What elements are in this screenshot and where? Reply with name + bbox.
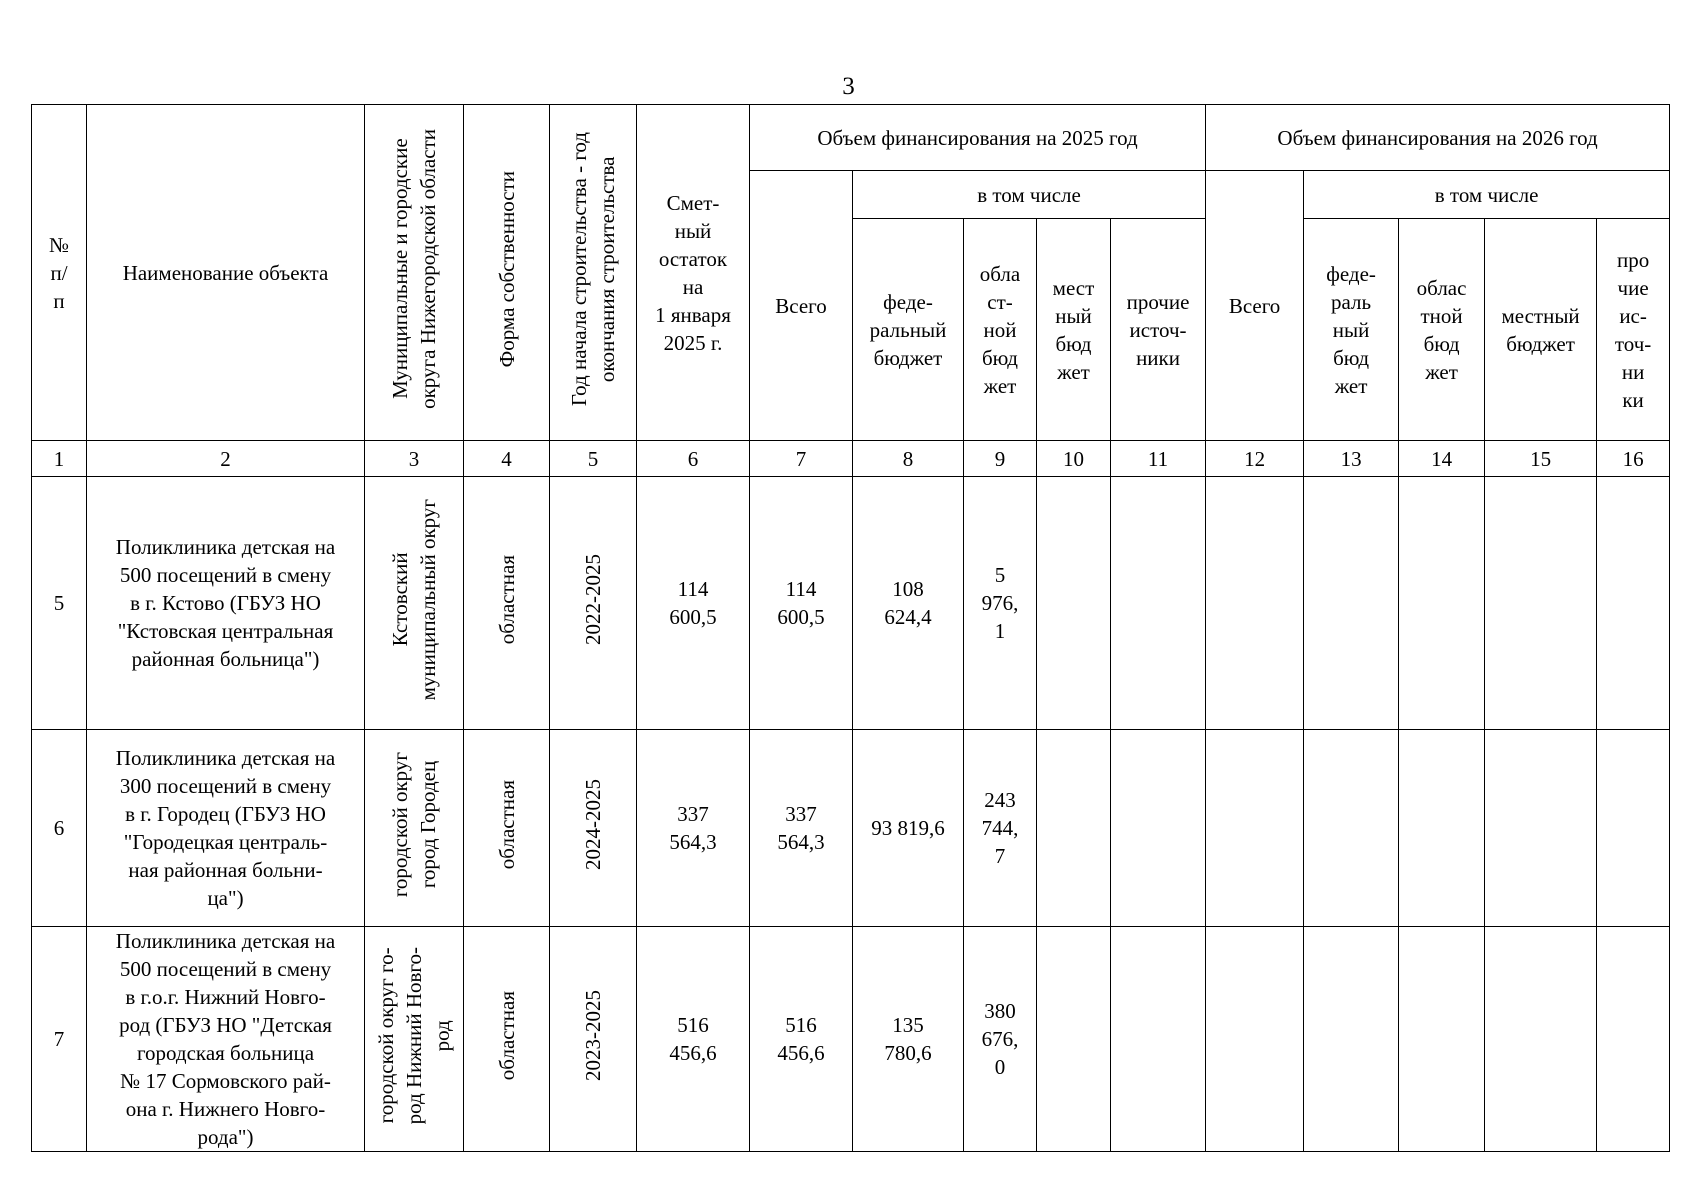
header-regional-2025: обла ст- ной бюд жет [964, 219, 1037, 441]
header-municipality-text: Муниципальные и городские округа Нижегородской области [388, 129, 440, 409]
row-object-name: Поликлиника детская на 500 посещений в смену в г. Кстово (ГБУЗ НО "Кстовская центральная районная больница") [87, 477, 365, 730]
row-other-2025 [1111, 927, 1206, 1152]
header-balance: Смет- ный остаток на 1 января 2025 г. [637, 105, 750, 441]
row-years-text: 2024-2025 [581, 779, 605, 870]
header-other-2026: про чие ис- точ- ни ки [1597, 219, 1670, 441]
column-number: 4 [464, 441, 550, 477]
row-municipality-text: городской округ го- род Нижний Новго- род [374, 946, 454, 1125]
row-municipality [365, 730, 464, 927]
row-local-2025 [1037, 477, 1111, 730]
column-number: 5 [550, 441, 637, 477]
financing-table [31, 104, 1670, 1152]
header-including-2026: в том числе [1304, 171, 1670, 219]
table-row [32, 730, 1670, 927]
header-federal-2026: феде- раль ный бюд жет [1304, 219, 1399, 441]
row-federal-2026 [1304, 477, 1399, 730]
header-ownership [464, 105, 550, 441]
header-num: № п/ п [32, 105, 87, 441]
row-municipality [365, 927, 464, 1152]
row-local-2026 [1485, 927, 1597, 1152]
row-other-2026 [1597, 730, 1670, 927]
header-other-2025: прочие источ- ники [1111, 219, 1206, 441]
page-number: 3 [842, 73, 855, 100]
header-object-name: Наименование объекта [87, 105, 365, 441]
header-regional-2026: облас тной бюд жет [1399, 219, 1485, 441]
column-number: 6 [637, 441, 750, 477]
header-group-2025: Объем финансирования на 2025 год [750, 105, 1206, 171]
row-other-2025 [1111, 477, 1206, 730]
column-number-row [32, 441, 1670, 477]
row-federal-2025: 135 780,6 [853, 927, 964, 1152]
header-municipality [365, 105, 464, 441]
row-years-text: 2022-2025 [581, 554, 605, 645]
row-num: 5 [32, 477, 87, 730]
header-local-2025: мест ный бюд жет [1037, 219, 1111, 441]
column-number: 13 [1304, 441, 1399, 477]
row-ownership-text: областная [494, 779, 519, 870]
row-ownership [464, 927, 550, 1152]
row-total-2026 [1206, 730, 1304, 927]
row-local-2026 [1485, 477, 1597, 730]
column-number: 1 [32, 441, 87, 477]
row-ownership [464, 730, 550, 927]
column-number: 8 [853, 441, 964, 477]
row-years-text: 2023-2025 [581, 990, 605, 1081]
row-num: 7 [32, 927, 87, 1152]
column-number: 2 [87, 441, 365, 477]
row-regional-2025: 380 676, 0 [964, 927, 1037, 1152]
row-ownership [464, 477, 550, 730]
row-federal-2026 [1304, 927, 1399, 1152]
row-years [550, 927, 637, 1152]
header-total-2025: Всего [750, 171, 853, 441]
row-federal-2026 [1304, 730, 1399, 927]
row-balance: 114 600,5 [637, 477, 750, 730]
row-years [550, 477, 637, 730]
row-local-2026 [1485, 730, 1597, 927]
column-number: 9 [964, 441, 1037, 477]
row-municipality-text: городской округ город Городец [388, 751, 440, 898]
column-number: 7 [750, 441, 853, 477]
row-total-2025: 337 564,3 [750, 730, 853, 927]
row-regional-2026 [1399, 927, 1485, 1152]
header-years [550, 105, 637, 441]
row-municipality [365, 477, 464, 730]
row-local-2025 [1037, 730, 1111, 927]
row-object-name: Поликлиника детская на 500 посещений в смену в г.о.г. Нижний Новго- род (ГБУЗ НО "Детская городская больница № 17 Сормовского рай- она г. Нижнего Новго- рода") [87, 927, 365, 1152]
column-number: 11 [1111, 441, 1206, 477]
row-total-2026 [1206, 477, 1304, 730]
row-ownership-text: областная [494, 554, 519, 645]
table-row [32, 927, 1670, 1152]
row-regional-2026 [1399, 477, 1485, 730]
row-local-2025 [1037, 927, 1111, 1152]
row-num: 6 [32, 730, 87, 927]
column-number: 15 [1485, 441, 1597, 477]
header-local-2026: местный бюджет [1485, 219, 1597, 441]
row-years [550, 730, 637, 927]
row-federal-2025: 108 624,4 [853, 477, 964, 730]
row-other-2026 [1597, 477, 1670, 730]
header-group-2026: Объем финансирования на 2026 год [1206, 105, 1670, 171]
header-federal-2025: феде- ральный бюджет [853, 219, 964, 441]
header-including-2025: в том числе [853, 171, 1206, 219]
row-ownership-text: областная [494, 990, 519, 1081]
header-total-2026: Всего [1206, 171, 1304, 441]
table-row [32, 477, 1670, 730]
row-other-2026 [1597, 927, 1670, 1152]
column-number: 10 [1037, 441, 1111, 477]
header-years-text: Год начала строительства - год окончания строительства [567, 131, 619, 407]
column-number: 14 [1399, 441, 1485, 477]
row-object-name: Поликлиника детская на 300 посещений в смену в г. Городец (ГБУЗ НО "Городецкая централь- ная районная больни- ца") [87, 730, 365, 927]
row-municipality-text: Кстовский муниципальный округ [388, 498, 440, 701]
row-regional-2026 [1399, 730, 1485, 927]
row-total-2025: 516 456,6 [750, 927, 853, 1152]
row-regional-2025: 243 744, 7 [964, 730, 1037, 927]
column-number: 16 [1597, 441, 1670, 477]
header-ownership-text: Форма собственности [494, 170, 519, 368]
row-federal-2025: 93 819,6 [853, 730, 964, 927]
row-balance: 516 456,6 [637, 927, 750, 1152]
column-number: 3 [365, 441, 464, 477]
row-total-2026 [1206, 927, 1304, 1152]
row-regional-2025: 5 976, 1 [964, 477, 1037, 730]
row-total-2025: 114 600,5 [750, 477, 853, 730]
row-other-2025 [1111, 730, 1206, 927]
column-number: 12 [1206, 441, 1304, 477]
row-balance: 337 564,3 [637, 730, 750, 927]
